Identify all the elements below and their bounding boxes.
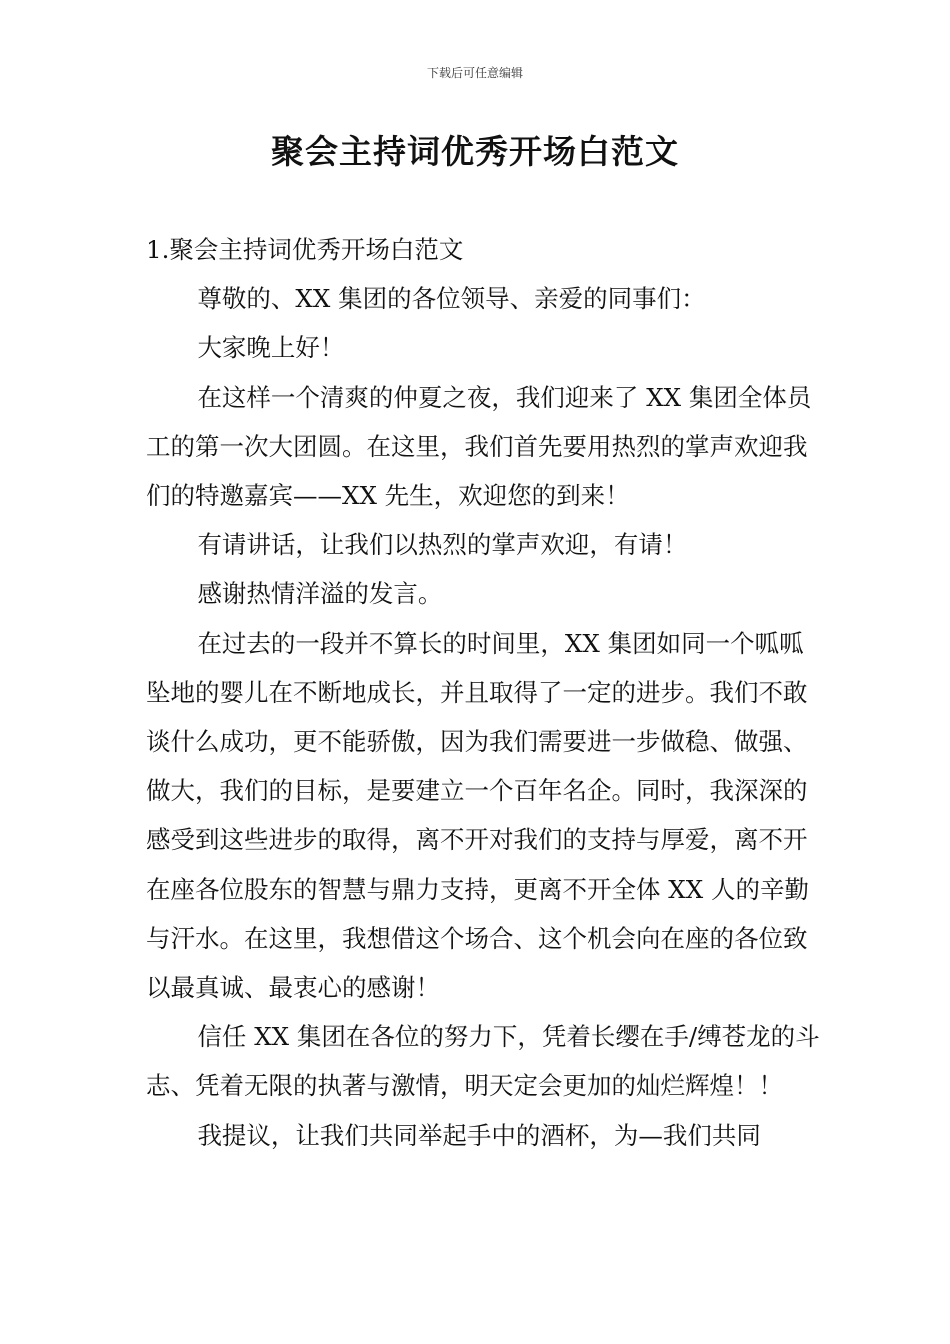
paragraph-welcome-guest: 在这样一个清爽的仲夏之夜，我们迎来了 XX 集团全体员工的第一次大团圆。在这里，我们首先要用热烈的掌声欢迎我们的特邀嘉宾——XX 先生，欢迎您的到来！ [146, 382, 812, 511]
document-title: 聚会主持词优秀开场白范文 [271, 132, 679, 171]
paragraph-toast: 我提议，让我们共同举起手中的酒杯，为—我们共同 [197, 1120, 761, 1150]
paragraph-greeting: 大家晚上好！ [197, 333, 345, 363]
paragraph-invite-speech: 有请讲话，让我们以热烈的掌声欢迎，有请！ [197, 530, 688, 560]
page-header-note: 下载后可任意编辑 [426, 66, 523, 80]
paragraph-salutation: 尊敬的、XX 集团的各位领导、亲爱的同事们： [197, 284, 706, 314]
document-body [146, 225, 826, 1160]
section-heading: 1.聚会主持词优秀开场白范文 [146, 235, 464, 264]
paragraph-confidence: 信任 XX 集团在各位的努力下，凭着长缨在手/缚苍龙的斗志、凭着无限的执著与激情，明天定会更加的灿烂辉煌！！ [146, 1022, 820, 1101]
paragraph-growth: 在过去的一段并不算长的时间里，XX 集团如同一个呱呱坠地的婴儿在不断地成长，并且取得了一定的进步。我们不敢谈什么成功，更不能骄傲，因为我们需要进一步做稳、做强、做大，我们的目标，是要建立一个百年名企。同时，我深深的感受到这些进步的取得，离不开对我们的支持与厚爱，离不开在座各位股东的智慧与鼎力支持，更离不开全体 XX 人的辛勤与汗水。在这里，我想借这个场合、这个机会向在座的各位致以最真诚、最衷心的感谢！ [146, 628, 809, 1003]
paragraph-thanks-speech: 感谢热情洋溢的发言。 [197, 579, 443, 609]
